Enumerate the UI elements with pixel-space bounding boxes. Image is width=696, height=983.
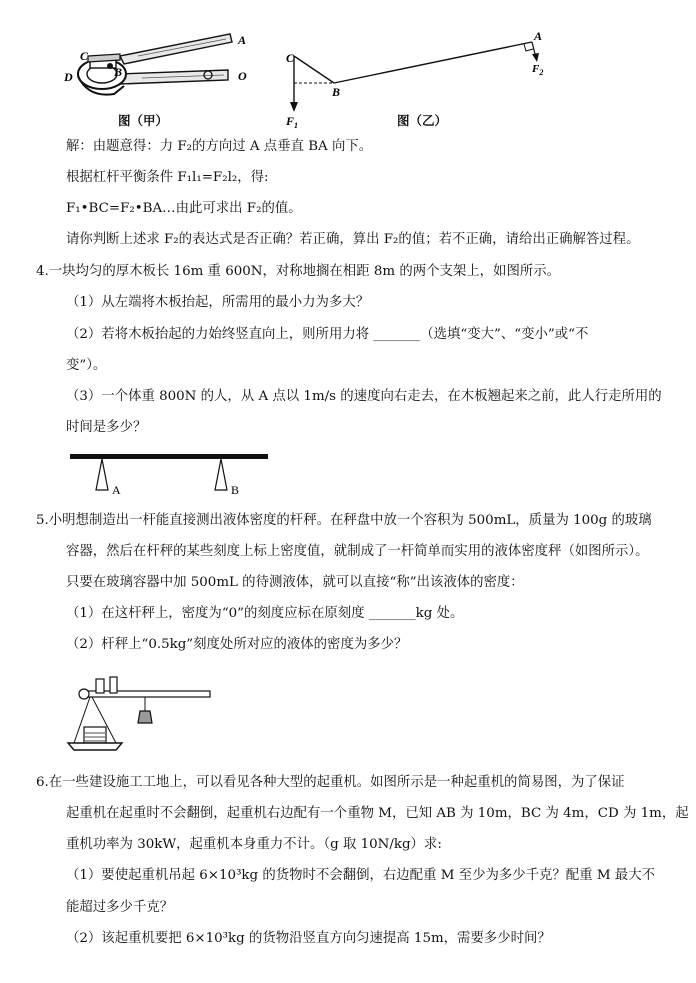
jia-label-a: A [238, 33, 247, 47]
q4-line-5: （3）一个体重 800N 的人，从 A 点以 1m/s 的速度向右走去，在木板翘起来之前，此人行走所用的 [66, 389, 662, 404]
q4-line-4: 变”）。 [66, 358, 107, 373]
q5-line-5: （2）杆秤上“0.5kg”刻度处所对应的液体的密度为多少？ [66, 637, 408, 652]
q3-line-1: 解：由题意得：力 F₂的方向过 A 点垂直 BA 向下。 [66, 139, 373, 154]
q5-line-3: 只要在玻璃容器中加 500mL 的待测液体，就可以直接“称”出该液体的密度： [66, 575, 524, 590]
q5-line-2: 容器，然后在杆秤的某些刻度上标上密度值，就制成了一杆简单而实用的液体密度秤（如图所示）。 [66, 544, 649, 559]
jia-label-o: O [238, 69, 247, 83]
yi-label-c: C [286, 51, 295, 65]
q6-line-6: （2）该起重机要把 6×10³kg 的货物沿竖直方向匀速提高 15m，需要多少时间？ [66, 931, 551, 946]
yi-label-b: B [332, 85, 341, 99]
figure-yi-caption: 图（乙） [397, 113, 448, 128]
q3-line-4: 请你判断上述求 F₂的表达式是否正确？若正确，算出 F₂的值；若不正确，请给出正确解答过程。 [66, 232, 640, 247]
q6-line-5: 能超过多少千克？ [66, 900, 174, 915]
jia-label-b: B [114, 65, 123, 79]
figure-jia-caption: 图（甲） [118, 113, 169, 128]
q5-line-4: （1）在这杆秤上，密度为“0”的刻度应标在原刻度 _______kg 处。 [66, 606, 464, 621]
q4-line-3: （2）若将木板抬起的力始终竖直向上，则所用力将 _______（选填“变大”、“变小”或“不 [66, 327, 589, 342]
q5-line-1: 5.小明想制造出一杆能直接测出液体密度的杆秤。在秤盘中放一个容积为 500mL，质量为 100g 的玻璃 [36, 513, 652, 528]
yi-label-a: A [534, 29, 543, 43]
q4-line-6: 时间是多少？ [66, 420, 147, 435]
jia-label-c: C [80, 49, 89, 63]
q4-figure-plank [64, 448, 274, 500]
q4-label-b: B [231, 483, 240, 497]
q6-line-1: 6.在一些建设施工工地上，可以看见各种大型的起重机。如图所示是一种起重机的简易图，为了保证 [36, 775, 625, 790]
q3-line-2: 根据杠杆平衡条件 F₁l₁=F₂l₂，得: [66, 170, 269, 185]
q5-figure-steelyard [66, 673, 216, 755]
jia-label-d: D [64, 70, 73, 84]
q4-line-2: （1）从左端将木板抬起，所需用的最小力为多大？ [66, 295, 370, 310]
yi-label-f1: $F_1$ [286, 114, 299, 130]
q6-line-2: 起重机在起重时不会翻倒，起重机右边配有一个重物 M，已知 AB 为 10m，BC 为 4m，CD 为 1m，起 [66, 806, 689, 821]
figure-jia [58, 30, 258, 102]
q3-line-3: F₁•BC=F₂•BA…由此可求出 F₂的值。 [66, 201, 302, 216]
q6-line-4: （1）要使起重机吊起 6×10³kg 的货物时不会翻倒，右边配重 M 至少为多少千克？配重 M 最大不 [66, 868, 655, 883]
q4-line-1: 4.一块均匀的厚木板长 16m 重 600N，对称地搁在相距 8m 的两个支架上，如图所示。 [36, 264, 561, 279]
q6-line-3: 重机功率为 30kW，起重机本身重力不计。（g 取 10N/kg）求: [66, 837, 442, 852]
yi-label-f2: $F_2$ [532, 63, 544, 77]
q4-label-a: A [112, 483, 121, 497]
